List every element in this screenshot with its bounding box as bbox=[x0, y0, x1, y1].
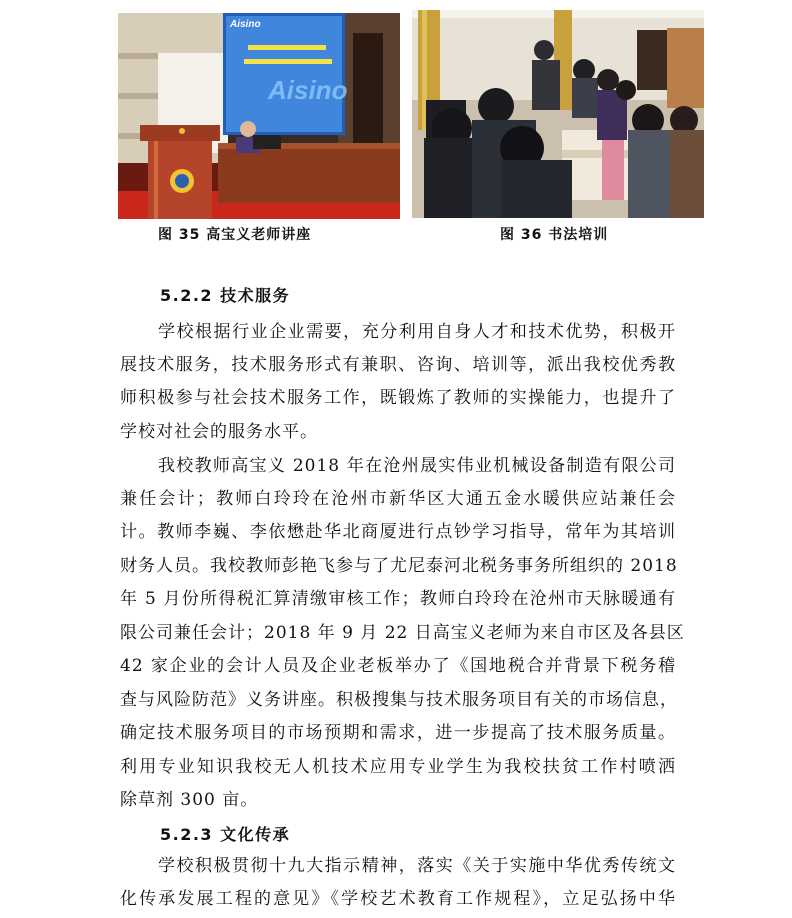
paragraph-line: 42 家企业的会计人员及企业老板举办了《国地税合并背景下税务稽 bbox=[120, 656, 676, 676]
screen-brand: Aisino bbox=[230, 19, 261, 30]
section-heading-523: 5.2.3 文化传承 bbox=[160, 825, 291, 844]
calligraphy-photo-image bbox=[412, 10, 704, 218]
paragraph-line: 学校对社会的服务水平。 bbox=[120, 422, 318, 442]
section-heading-522: 5.2.2 技术服务 bbox=[160, 286, 291, 305]
lecture-photo bbox=[118, 13, 400, 219]
calligraphy-photo bbox=[412, 10, 704, 218]
paragraph-line: 学校根据行业企业需要，充分利用自身人才和技术优势，积极开 bbox=[158, 322, 676, 342]
paragraph-line: 确定技术服务项目的市场预期和需求，进一步提高了技术服务质量。 bbox=[120, 723, 676, 743]
lecture-photo-image bbox=[118, 13, 400, 219]
paragraph-line: 年 5 月份所得税汇算清缴审核工作；教师白玲玲在沧州市天脉暖通有 bbox=[120, 589, 676, 609]
paragraph-line: 师积极参与社会技术服务工作，既锻炼了教师的实操能力，也提升了 bbox=[120, 388, 676, 408]
screen-logo: Aisino bbox=[268, 75, 348, 105]
paragraph-line: 限公司兼任会计；2018 年 9 月 22 日高宝义老师为来自市区及各县区 bbox=[120, 623, 685, 643]
paragraph-line: 财务人员。我校教师彭艳飞参与了尤尼泰河北税务事务所组织的 2018 bbox=[120, 556, 678, 576]
paragraph-line: 学校积极贯彻十九大指示精神，落实《关于实施中华优秀传统文 bbox=[158, 856, 676, 876]
paragraph-line: 兼任会计；教师白玲玲在沧州市新华区大通五金水暖供应站兼任会 bbox=[120, 489, 676, 509]
paragraph-line: 计。教师李巍、李依懋赴华北商厦进行点钞学习指导，常年为其培训 bbox=[120, 522, 676, 542]
figure-35-caption: 图 35 高宝义老师讲座 bbox=[158, 227, 312, 243]
paragraph-line: 除草剂 300 亩。 bbox=[120, 790, 259, 810]
paragraph-line: 查与风险防范》义务讲座。积极搜集与技术服务项目有关的市场信息， bbox=[120, 690, 678, 710]
paragraph-line: 化传承发展工程的意见》《学校艺术教育工作规程》，立足弘扬中华 bbox=[120, 889, 676, 909]
paragraph-line: 利用专业知识我校无人机技术应用专业学生为我校扶贫工作村喷洒 bbox=[120, 757, 676, 777]
paragraph-line: 我校教师高宝义 2018 年在沧州晟实伟业机械设备制造有限公司 bbox=[158, 456, 676, 476]
paragraph-line: 展技术服务，技术服务形式有兼职、咨询、培训等，派出我校优秀教 bbox=[120, 355, 676, 375]
figure-36-caption: 图 36 书法培训 bbox=[500, 227, 609, 243]
